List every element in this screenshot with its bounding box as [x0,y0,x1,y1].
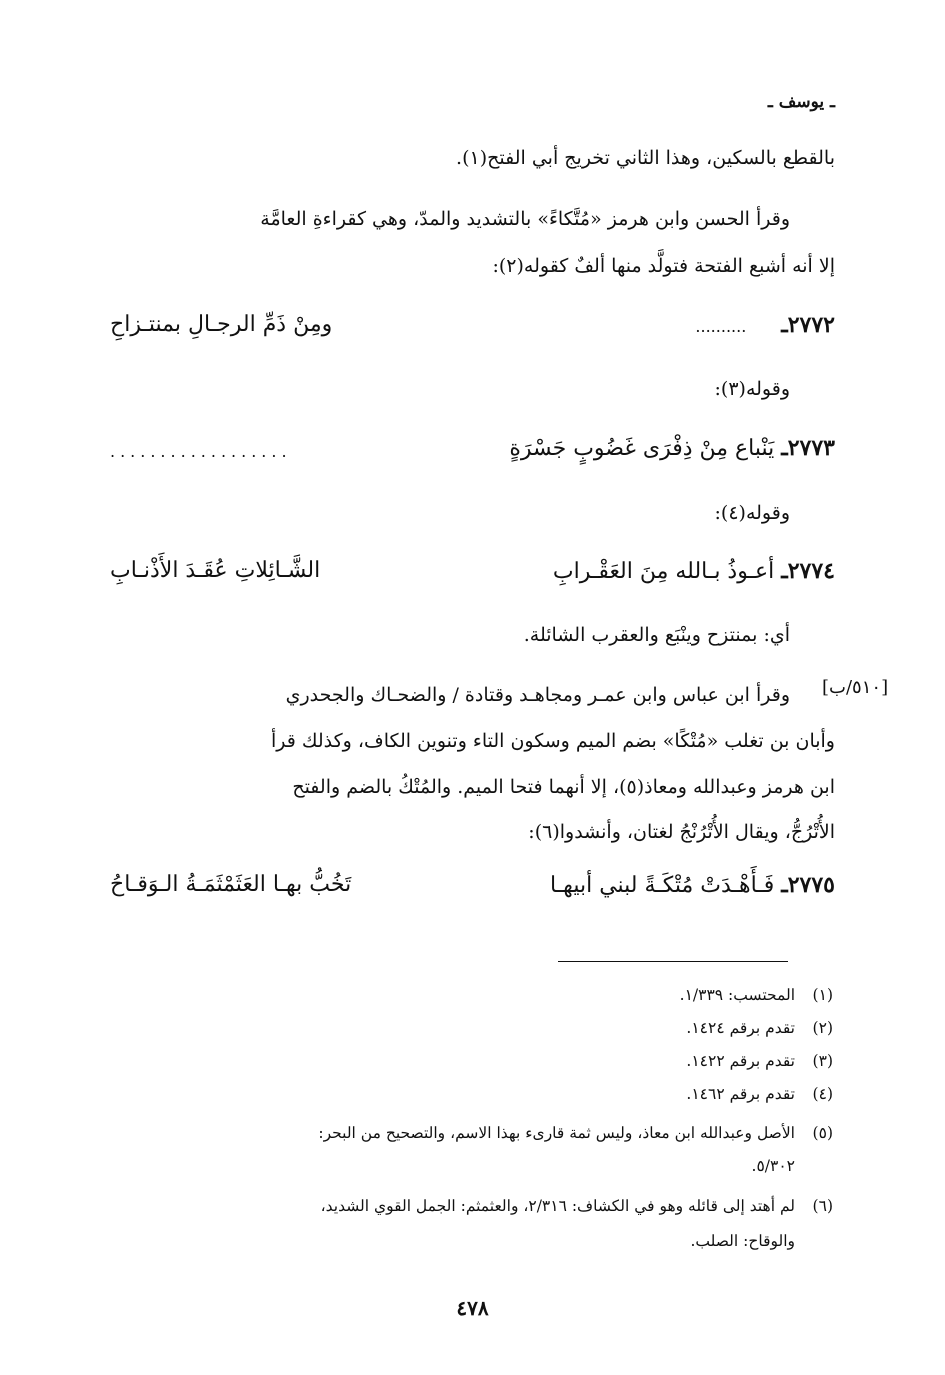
footnote-text: الأصل وعبدالله ابن معاذ، وليس ثمة قارىء بهذا الاسم، والتصحيح من البحر: [318,1124,795,1142]
paragraph-line: ابن هرمز وعبدالله ومعاذ(٥)، إلا أنهما فتحا الميم. والمُتْكُ بالضم والفتح [292,776,835,798]
paragraph-line: وأبان بن تغلب «مُتْكًا» بضم الميم وسكون التاء وتنوين الكاف، وكذلك قرأ [270,730,835,752]
footnote-continuation: والوقاح: الصلب. [690,1232,795,1250]
verse-hemistich: تَخُبُّ بهـا العَثَمْثَمَـةُ الـوَقـاحُ [110,872,352,897]
footnote-number: (٦) [812,1197,833,1215]
verse-2773 [509,435,835,461]
paragraph-line: أي: بمنتزح وينْبَع والعقرب الشائلة. [523,624,790,646]
running-header: ـ يوسف ـ [767,92,835,112]
footnote [686,1017,833,1039]
paragraph-line: وقرأ ابن عباس وابن عمـر ومجاهـد وقتادة / والضحـاك والجحدري [285,684,790,706]
footnote [318,1122,833,1144]
page-number: ٤٧٨ [456,1296,489,1320]
footnote-continuation: ٥/٣٠٢. [751,1157,795,1175]
footnote-number: (٣) [812,1052,833,1070]
verse-number: ٢٧٧٥ـ [781,872,835,898]
footnote [320,1195,833,1217]
paragraph-line: بالقطع بالسكين، وهذا الثاني تخريج أبي الفتح(١). [456,147,835,169]
verse-intro: وقوله(٣): [714,378,790,400]
paragraph-line: إلا أنه أشبع الفتحة فتولَّد منها ألفٌ كقوله(٢): [492,255,835,277]
footnote-number: (٢) [812,1019,833,1037]
verse-2772 [695,312,835,338]
verse-ellipsis: .......... [695,317,747,336]
manuscript-folio-note: [٥١٠/ب] [822,677,889,698]
footnote-text: لم أهتد إلى قائله وهو في الكشاف: ٢/٣١٦، والعثمثم: الجمل القوي الشديد، [320,1197,795,1215]
paragraph-line: وقرأ الحسن وابن هرمز «مُتَّكاءً» بالتشديد والمدّ، وهي كقراءةِ العامَّة [260,208,790,230]
verse-intro: وقوله(٤): [714,502,790,524]
footnote [679,984,833,1006]
footnote-separator [558,961,788,962]
footnote [686,1083,833,1105]
verse-2775 [550,872,835,898]
paragraph-line: الأُتْرُجُّ، ويقال الأُتْرُنْجُ لغتان، وأنشدوا(٦): [528,821,835,843]
footnote-text: تقدم برقم ١٤٢٤. [686,1019,795,1037]
footnote [686,1050,833,1072]
verse-number: ٢٧٧٣ـ [781,435,835,461]
verse-hemistich: يَنْباع مِنْ ذِفْرَى غَضُوبٍ جَسْرَةٍ [509,436,775,461]
footnote-text: المحتسب: ١/٣٣٩. [679,986,795,1004]
footnote-text: تقدم برقم ١٤٢٢. [686,1052,795,1070]
footnote-number: (١) [812,986,833,1004]
verse-hemistich: أعـوذُ بـالله مِنَ العَقْـرابِ [552,559,775,584]
footnote-number: (٥) [812,1124,833,1142]
verse-2772-hemistich: ومِنْ ذَمِّ الرجـالِ بمنتـزاحِ [110,312,333,337]
verse-hemistich: فَـأَهْـدَتْ مُتْكَـةً لبني أبيهـا [550,873,775,898]
verse-2774 [553,558,835,584]
footnote-text: تقدم برقم ١٤٦٢. [686,1085,795,1103]
verse-ellipsis: .................. [110,442,292,461]
verse-number: ٢٧٧٢ـ [781,312,835,338]
footnote-number: (٤) [812,1085,833,1103]
verse-number: ٢٧٧٤ـ [781,558,835,584]
verse-hemistich: الشَّـائِلاتِ عُقَـدَ الأَذْنـابِ [110,558,321,583]
